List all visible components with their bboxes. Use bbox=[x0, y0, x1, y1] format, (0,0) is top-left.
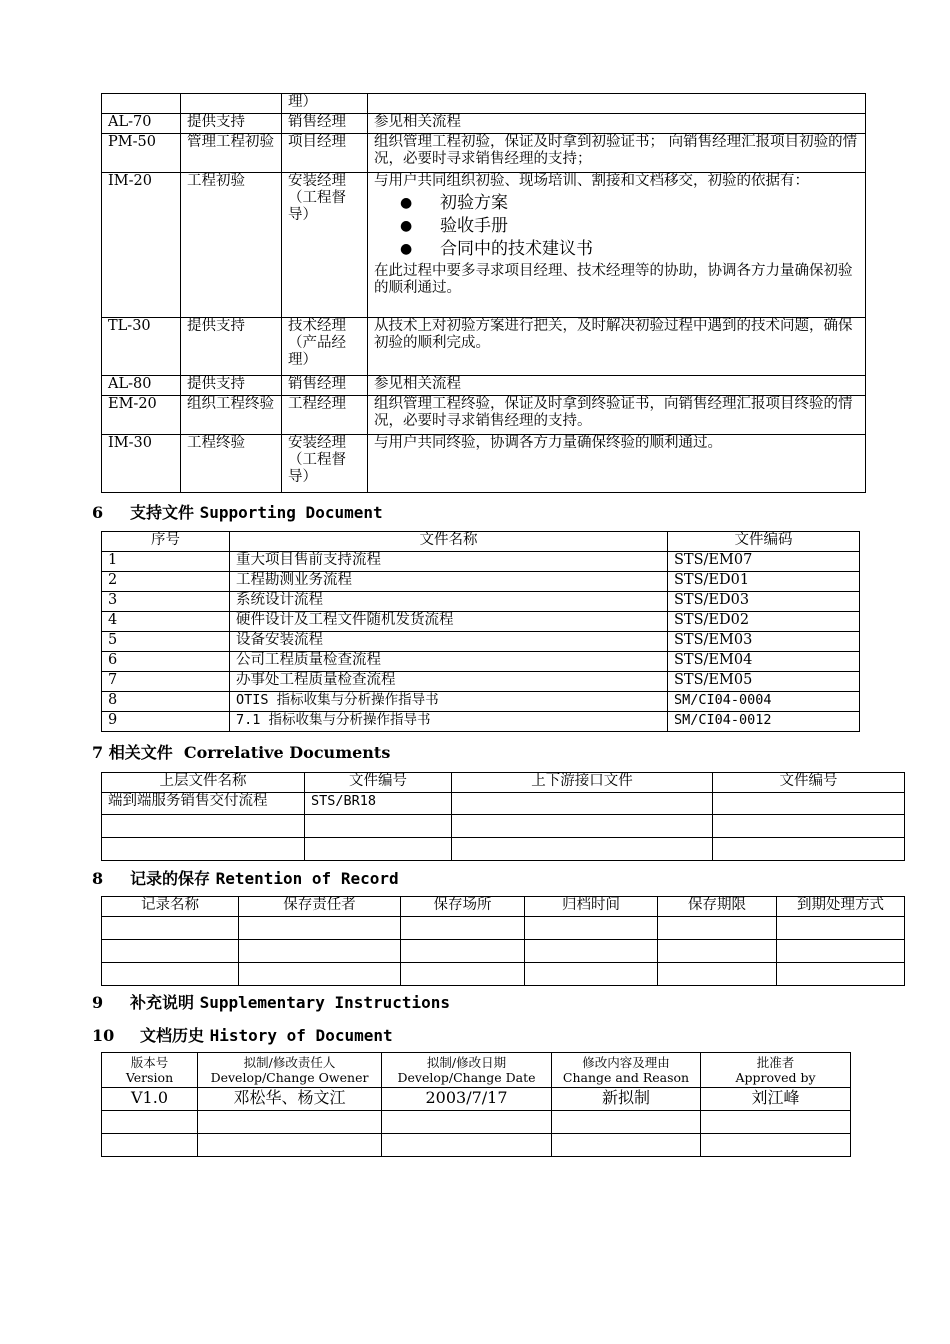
cell-file-name: 系统设计流程 bbox=[230, 592, 668, 612]
column-header: 序号 bbox=[102, 532, 230, 552]
cell-file-name: 硬件设计及工程文件随机发货流程 bbox=[230, 612, 668, 632]
cell-activity: 提供支持 bbox=[181, 114, 282, 134]
cell-desc: 参见相关流程 bbox=[368, 376, 866, 396]
cell-activity: 工程终验 bbox=[181, 435, 282, 493]
table-header-row bbox=[102, 773, 905, 793]
header-en: Develop/Change Owener bbox=[210, 1070, 369, 1085]
cell-role: 项目经理 bbox=[282, 134, 368, 173]
table-row bbox=[102, 940, 905, 963]
table-row bbox=[102, 917, 905, 940]
section-10-heading bbox=[92, 1023, 393, 1046]
cell-file-code: STS/ED03 bbox=[668, 592, 860, 612]
section-title-cn: 7 相关文件 bbox=[92, 743, 173, 762]
table-row bbox=[102, 1134, 851, 1157]
section-number: 10 bbox=[92, 1026, 115, 1045]
section-title-en: Supporting Document bbox=[199, 503, 383, 522]
section-title-cn: 补充说明 bbox=[130, 993, 195, 1012]
cell-index: 8 bbox=[102, 692, 230, 712]
column-header: 保存期限 bbox=[658, 897, 777, 917]
cell-code: IM-30 bbox=[102, 435, 181, 493]
header-cn: 版本号 bbox=[130, 1055, 169, 1070]
cell-code: AL-70 bbox=[102, 114, 181, 134]
column-header: 上层文件名称 bbox=[102, 773, 305, 793]
column-header: 文件名称 bbox=[230, 532, 668, 552]
cell-role: 销售经理 bbox=[282, 114, 368, 134]
cell-file-code: SM/CI04-0004 bbox=[668, 692, 860, 712]
column-header: 归档时间 bbox=[525, 897, 658, 917]
table-row bbox=[102, 692, 860, 712]
column-header: 文件编号 bbox=[305, 773, 452, 793]
column-header: 文件编号 bbox=[713, 773, 905, 793]
record-retention-table bbox=[101, 896, 905, 986]
section-title-cn: 支持文件 bbox=[130, 503, 195, 522]
column-header bbox=[102, 1053, 198, 1088]
cell-desc: 与用户共同终验，协调各方力量确保终验的顺利通过。 bbox=[368, 435, 866, 493]
section-number: 9 bbox=[92, 993, 104, 1012]
section-8-heading bbox=[92, 866, 399, 889]
table-header-row bbox=[102, 897, 905, 917]
list-item: ● 验收手册 bbox=[374, 215, 859, 238]
column-header: 上下游接口文件 bbox=[452, 773, 713, 793]
table-row bbox=[102, 396, 866, 435]
cell-role: 安装经理（工程督导） bbox=[282, 435, 368, 493]
cell-file-code: STS/EM04 bbox=[668, 652, 860, 672]
supporting-docs-table bbox=[101, 531, 860, 732]
cell-file-name: 工程勘测业务流程 bbox=[230, 572, 668, 592]
column-header: 到期处理方式 bbox=[777, 897, 905, 917]
table-row bbox=[102, 376, 866, 396]
cell-date: 2003/7/17 bbox=[382, 1088, 552, 1111]
cell-upper-doc: 端到端服务销售交付流程 bbox=[102, 793, 305, 815]
cell-file-code: STS/ED02 bbox=[668, 612, 860, 632]
table-row bbox=[102, 318, 866, 376]
cell-role: 理） bbox=[282, 94, 368, 114]
cell-index: 1 bbox=[102, 552, 230, 572]
cell-index: 2 bbox=[102, 572, 230, 592]
section-number: 6 bbox=[92, 503, 104, 522]
cell-role: 销售经理 bbox=[282, 376, 368, 396]
cell-index: 6 bbox=[102, 652, 230, 672]
table-row bbox=[102, 672, 860, 692]
cell-file-name: 设备安装流程 bbox=[230, 632, 668, 652]
table-row bbox=[102, 712, 860, 732]
table-row bbox=[102, 652, 860, 672]
cell-code bbox=[102, 94, 181, 114]
cell-activity: 工程初验 bbox=[181, 173, 282, 318]
table-row bbox=[102, 552, 860, 572]
column-header bbox=[701, 1053, 851, 1088]
cell-role: 技术经理（产品经理） bbox=[282, 318, 368, 376]
section-title-en: Retention of Record bbox=[215, 869, 399, 888]
cell-code: PM-50 bbox=[102, 134, 181, 173]
header-cn: 修改内容及理由 bbox=[582, 1055, 670, 1070]
cell-desc: 参见相关流程 bbox=[368, 114, 866, 134]
cell-role: 安装经理（工程督导） bbox=[282, 173, 368, 318]
cell-interface-doc bbox=[452, 793, 713, 815]
table-row bbox=[102, 114, 866, 134]
table-header-row bbox=[102, 532, 860, 552]
cell-desc bbox=[368, 94, 866, 114]
correlative-docs-table bbox=[101, 772, 905, 861]
cell-file-code: STS/EM07 bbox=[668, 552, 860, 572]
document-history-table bbox=[101, 1052, 851, 1157]
column-header bbox=[198, 1053, 382, 1088]
section-title-en: History of Document bbox=[209, 1026, 393, 1045]
list-item: ● 初验方案 bbox=[374, 192, 859, 215]
section-title-cn: 文档历史 bbox=[140, 1026, 205, 1045]
cell-index: 7 bbox=[102, 672, 230, 692]
process-table bbox=[101, 93, 866, 493]
table-row bbox=[102, 632, 860, 652]
section-number: 8 bbox=[92, 869, 104, 888]
header-en: Version bbox=[125, 1070, 174, 1085]
cell-activity: 提供支持 bbox=[181, 318, 282, 376]
table-row bbox=[102, 838, 905, 861]
table-row bbox=[102, 815, 905, 838]
section-title-en: Correlative Documents bbox=[183, 743, 391, 762]
cell-index: 9 bbox=[102, 712, 230, 732]
table-header-row bbox=[102, 1053, 851, 1088]
cell-file-name: 公司工程质量检查流程 bbox=[230, 652, 668, 672]
cell-code: EM-20 bbox=[102, 396, 181, 435]
cell-desc: 组织管理工程终验，保证及时拿到终验证书，向销售经理汇报项目终验的情况，必要时寻求销售经理的支持。 bbox=[368, 396, 866, 435]
column-header: 保存责任者 bbox=[239, 897, 401, 917]
bullet-list bbox=[374, 192, 859, 261]
table-row bbox=[102, 793, 905, 815]
cell-activity: 管理工程初验 bbox=[181, 134, 282, 173]
header-en: Approved by bbox=[735, 1070, 816, 1085]
list-item: ● 合同中的技术建议书 bbox=[374, 238, 859, 261]
cell-owner: 邓松华、杨文江 bbox=[198, 1088, 382, 1111]
cell-version: V1.0 bbox=[102, 1088, 198, 1111]
header-en: Develop/Change Date bbox=[397, 1070, 536, 1085]
header-cn: 拟制/修改日期 bbox=[426, 1055, 507, 1070]
section-9-heading bbox=[92, 990, 450, 1013]
header-cn: 拟制/修改责任人 bbox=[243, 1055, 336, 1070]
cell-role: 工程经理 bbox=[282, 396, 368, 435]
desc-intro: 与用户共同组织初验、现场培训、割接和文档移交，初验的依据有： bbox=[374, 173, 809, 189]
column-header: 记录名称 bbox=[102, 897, 239, 917]
column-header bbox=[382, 1053, 552, 1088]
cell-file-name: 7.1 指标收集与分析操作指导书 bbox=[230, 712, 668, 732]
table-row bbox=[102, 134, 866, 173]
cell-file-name: OTIS 指标收集与分析操作指导书 bbox=[230, 692, 668, 712]
cell-file-code: STS/ED01 bbox=[668, 572, 860, 592]
cell-code: IM-20 bbox=[102, 173, 181, 318]
section-7-heading bbox=[92, 740, 390, 763]
header-en: Change and Reason bbox=[562, 1070, 690, 1085]
cell-approver: 刘江峰 bbox=[701, 1088, 851, 1111]
cell-doc-code bbox=[713, 793, 905, 815]
cell-index: 4 bbox=[102, 612, 230, 632]
table-row bbox=[102, 1111, 851, 1134]
cell-code: AL-80 bbox=[102, 376, 181, 396]
cell-index: 5 bbox=[102, 632, 230, 652]
cell-code: TL-30 bbox=[102, 318, 181, 376]
cell-desc bbox=[368, 173, 866, 318]
cell-file-code: SM/CI04-0012 bbox=[668, 712, 860, 732]
table-row bbox=[102, 173, 866, 318]
cell-activity: 提供支持 bbox=[181, 376, 282, 396]
section-6-heading bbox=[92, 500, 383, 523]
cell-desc: 从技术上对初验方案进行把关，及时解决初验过程中遇到的技术问题，确保初验的顺利完成。 bbox=[368, 318, 866, 376]
table-row bbox=[102, 963, 905, 986]
table-row bbox=[102, 435, 866, 493]
column-header: 文件编码 bbox=[668, 532, 860, 552]
section-title-en: Supplementary Instructions bbox=[199, 993, 451, 1012]
cell-doc-code: STS/BR18 bbox=[305, 793, 452, 815]
section-title-cn: 记录的保存 bbox=[130, 869, 211, 888]
cell-index: 3 bbox=[102, 592, 230, 612]
column-header: 保存场所 bbox=[401, 897, 525, 917]
cell-file-name: 重大项目售前支持流程 bbox=[230, 552, 668, 572]
table-row bbox=[102, 572, 860, 592]
desc-outro: 在此过程中要多寻求项目经理、技术经理等的协助，协调各方力量确保初验的顺利通过。 bbox=[374, 263, 853, 296]
cell-file-name: 办事处工程质量检查流程 bbox=[230, 672, 668, 692]
header-cn: 批准者 bbox=[756, 1055, 795, 1070]
cell-file-code: STS/EM05 bbox=[668, 672, 860, 692]
table-row bbox=[102, 1088, 851, 1111]
cell-reason: 新拟制 bbox=[552, 1088, 701, 1111]
column-header bbox=[552, 1053, 701, 1088]
table-row bbox=[102, 612, 860, 632]
cell-desc: 组织管理工程初验，保证及时拿到初验证书； 向销售经理汇报项目初验的情况，必要时寻求销售经理的支持； bbox=[368, 134, 866, 173]
cell-activity bbox=[181, 94, 282, 114]
cell-activity: 组织工程终验 bbox=[181, 396, 282, 435]
table-row bbox=[102, 94, 866, 114]
table-row bbox=[102, 592, 860, 612]
cell-file-code: STS/EM03 bbox=[668, 632, 860, 652]
